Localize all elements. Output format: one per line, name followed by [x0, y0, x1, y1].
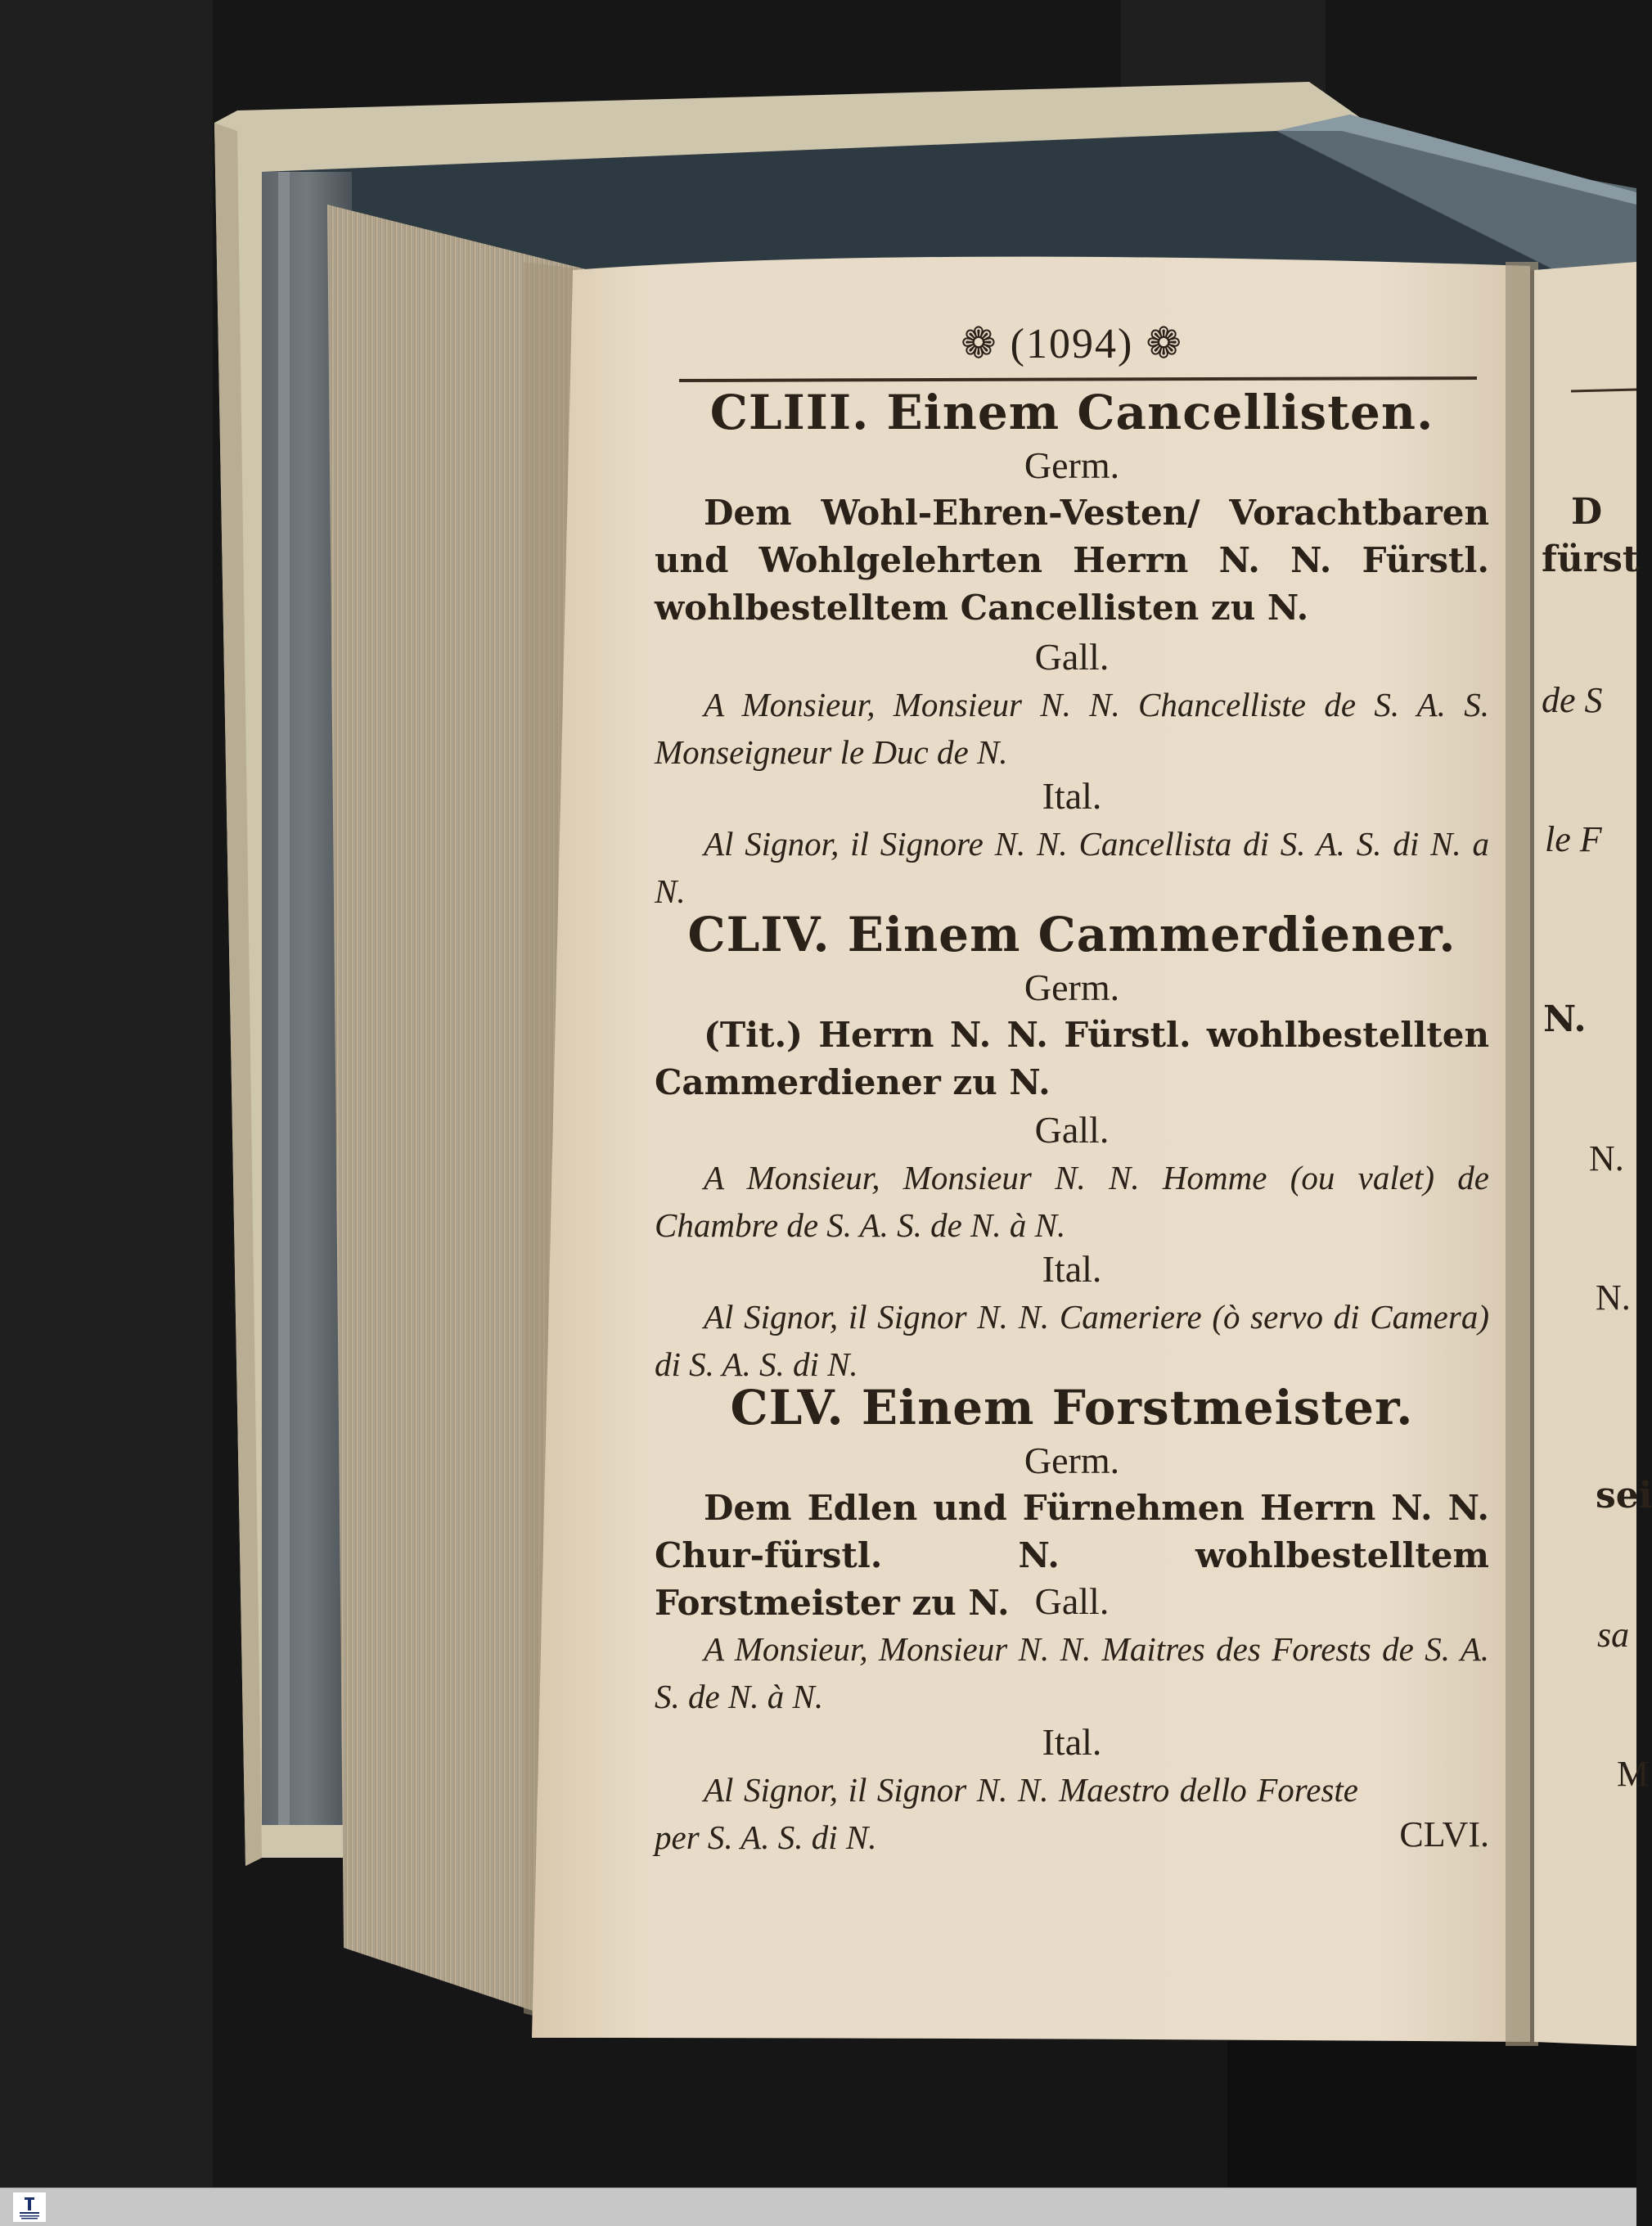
- address-french: A Monsieur, Monsieur N. N. Chancelliste de S. A. S. Monseigneur le Duc de N.: [655, 686, 1489, 771]
- facing-page-edge: [1538, 311, 1652, 2071]
- facing-page-fragment: sei: [1596, 1475, 1652, 1516]
- address-french: A Monsieur, Monsieur N. N. Homme (ou valet) de Chambre de S. A. S. de N. à N.: [655, 1159, 1489, 1244]
- floral-ornament-icon: ❁: [1146, 321, 1183, 367]
- page-number: (1094): [1010, 321, 1134, 367]
- facing-page-fragment: fürst: [1542, 538, 1640, 580]
- address-italian: Al Signor, il Signor N. N. Cameriere (ò servo di Camera) di S. A. S. di N.: [655, 1298, 1489, 1383]
- address-french: A Monsieur, Monsieur N. N. Maitres des Forests de S. A. S. de N. à N.: [655, 1630, 1489, 1715]
- address-german: Dem Wohl-Ehren-Vesten/ Vorachtbaren und Wohlgelehrten Herrn N. N. Fürstl. wohlbestelltem Cancellisten zu N.: [655, 493, 1489, 628]
- language-label-french: Gall.: [1034, 636, 1110, 678]
- facing-page-fragment: N.: [1589, 1138, 1624, 1178]
- library-logo-icon: [13, 2192, 46, 2222]
- facing-page-fragment: M: [1617, 1754, 1650, 1794]
- facing-page-fragment: de S: [1542, 680, 1603, 720]
- language-label-french: Gall.: [1034, 1109, 1110, 1151]
- language-label-italian: Ital.: [1042, 775, 1102, 817]
- page-folio: [655, 319, 1489, 368]
- facing-page-fragment: N.: [1596, 1277, 1631, 1318]
- address-german: Dem Edlen und Fürnehmen Herrn N. N. Chur-fürstl. N. wohlbestelltem Forstmeister zu N.: [655, 1488, 1489, 1623]
- facing-page-fragment: N.: [1543, 998, 1587, 1040]
- floral-ornament-icon: ❁: [961, 321, 998, 367]
- section-heading: CLIV. Einem Cammerdiener.: [687, 907, 1456, 962]
- viewer-footer-bar: [0, 2188, 1636, 2226]
- address-italian: Al Signor, il Signore N. N. Cancellista di S. A. S. di N. a N.: [655, 825, 1489, 910]
- language-label-french: Gall.: [1034, 1580, 1110, 1622]
- language-label-german: Germ.: [1024, 444, 1120, 486]
- language-label-italian: Ital.: [1042, 1248, 1102, 1290]
- facing-page-fragment: sa: [1597, 1615, 1630, 1655]
- section-heading: CLIII. Einem Cancellisten.: [709, 385, 1434, 440]
- printed-page: [655, 319, 1489, 1856]
- facing-page-fragment: D: [1571, 491, 1603, 533]
- catchword: CLVI.: [1399, 1814, 1489, 1854]
- language-label-german: Germ.: [1024, 967, 1120, 1008]
- language-label-italian: Ital.: [1042, 1721, 1102, 1763]
- address-german: (Tit.) Herrn N. N. Fürstl. wohlbestellten Cammerdiener zu N.: [655, 1015, 1489, 1102]
- facing-page-fragment: le F: [1545, 819, 1602, 859]
- language-label-german: Germ.: [1024, 1440, 1120, 1481]
- address-italian: Al Signor, il Signor N. N. Maestro dello Foreste per S. A. S. di N.: [655, 1771, 1358, 1856]
- section-heading: CLV. Einem Forstmeister.: [730, 1380, 1414, 1435]
